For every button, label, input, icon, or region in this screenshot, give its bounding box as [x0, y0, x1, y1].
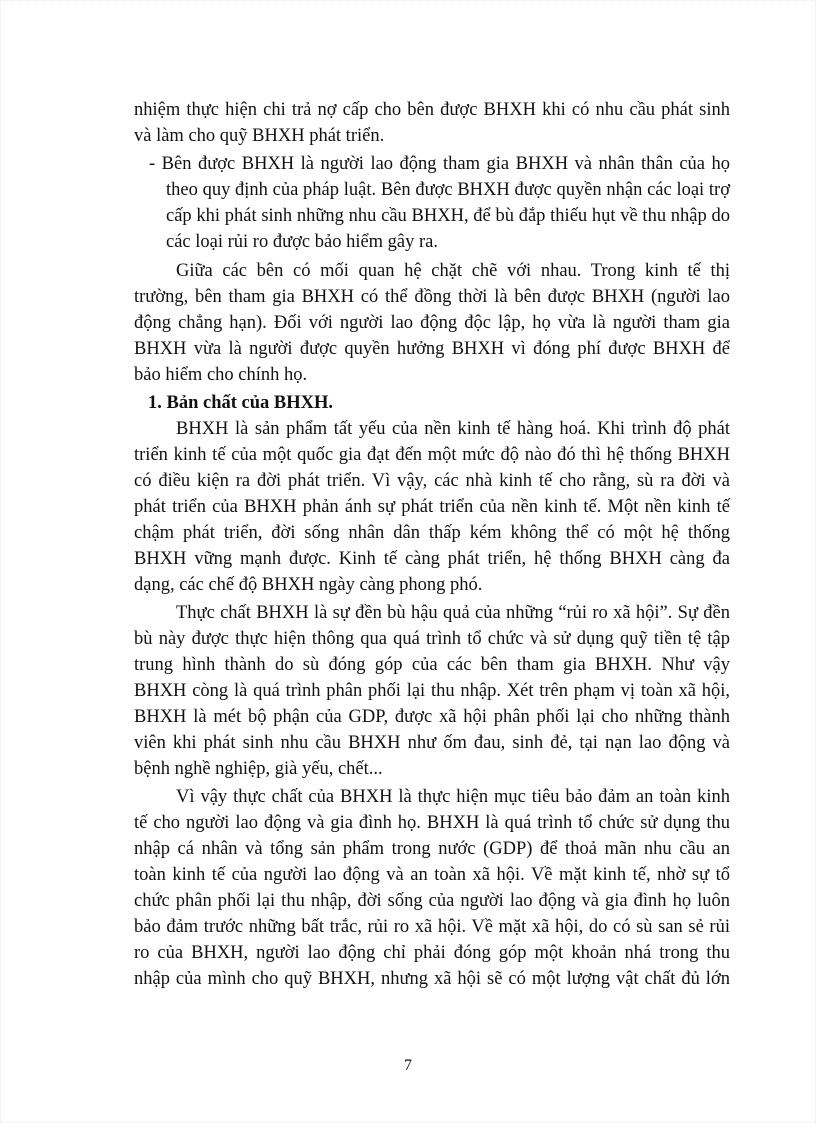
text-line-25: viên khi phát sinh nhu cầu BHXH như ốm đau, sinh đẻ, tại nạn lao động và	[134, 733, 730, 753]
text-line-13: BHXH là sản phẩm tất yếu của nền kinh tế hàng hoá. Khi trình độ phát	[176, 419, 730, 439]
section-heading: 1. Bản chất của BHXH.	[148, 393, 334, 413]
text-line-14: triển kinh tế của một quốc gia đạt đến một mức độ nào đó thì hệ thống BHXH	[134, 445, 730, 465]
text-line-24: BHXH là mét bộ phận của GDP, được xã hội phân phối lại cho những thành	[134, 707, 730, 727]
text-line-9: động chẳng hạn). Đối với người lao động độc lập, họ vừa là người tham gia	[134, 313, 730, 333]
text-line-27: Vì vậy thực chất của BHXH là thực hiện mục tiêu bảo đảm an toàn kinh	[176, 787, 730, 807]
text-line-16: phát triển của BHXH phản ánh sự phát triển của nền kinh tế. Một nền kinh tế	[134, 497, 730, 517]
text-line-17: chậm phát triển, đời sống nhân dân thấp kém không thể có một hệ thống	[134, 523, 730, 543]
text-line-20: Thực chất BHXH là sự đền bù hậu quả của những “rủi ro xã hội”. Sự đền	[176, 603, 730, 623]
text-line-30: toàn kinh tế của người lao động và an toàn xã hội. Về mặt kinh tế, nhờ sự tổ	[134, 865, 730, 885]
text-line-32: bảo đảm trước những bất trắc, rủi ro xã hội. Về mặt xã hội, do có sù san sẻ rủi	[134, 917, 730, 937]
text-line-11: bảo hiểm cho chính họ.	[134, 365, 308, 385]
text-line-10: BHXH vừa là người được quyền hưởng BHXH vì đóng phí được BHXH để	[134, 339, 730, 359]
bullet-line-3: cấp khi phát sinh những nhu cầu BHXH, để bù đắp thiếu hụt về thu nhập do	[166, 206, 730, 226]
text-line-19: dạng, các chế độ BHXH ngày càng phong phó.	[134, 575, 483, 595]
text-line-8: trường, bên tham gia BHXH có thể đồng thời là bên được BHXH (người lao	[134, 287, 730, 307]
bullet-line-4: các loại rủi ro được bảo hiểm gây ra.	[166, 232, 439, 252]
text-line-29: nhập cá nhân và tổng sản phẩm trong nước (GDP) để thoả mãn nhu cầu an	[134, 839, 730, 859]
text-line-22: trung hình thành do sù đóng góp của các bên tham gia BHXH. Như vậy	[134, 655, 730, 675]
text-line-28: tế cho người lao động và gia đình họ. BHXH là quá trình tổ chức sử dụng thu	[134, 813, 730, 833]
text-line-15: có điều kiện ra đời phát triển. Vì vậy, các nhà kinh tế cho rằng, sù ra đời và	[134, 471, 730, 491]
text-line-21: bù này được thực hiện thông qua quá trình tổ chức và sử dụng quỹ tiền tệ tập	[134, 629, 730, 649]
text-line-2: và làm cho quỹ BHXH phát triển.	[134, 126, 385, 146]
bullet-line-2: theo quy định của pháp luật. Bên được BHXH được quyền nhận các loại trợ	[166, 180, 730, 200]
text-line-23: BHXH còng là quá trình phân phối lại thu nhập. Xét trên phạm vị toàn xã hội,	[134, 681, 730, 701]
bullet-line-1: - Bên được BHXH là người lao động tham gia BHXH và nhân thân của họ	[149, 154, 730, 174]
page-number: 7	[404, 1057, 412, 1074]
text-line-1: nhiệm thực hiện chi trả nợ cấp cho bên được BHXH khi có nhu cầu phát sinh	[134, 100, 730, 120]
text-line-33: ro của BHXH, người lao động chỉ phải đóng góp một khoản nhá trong thu	[134, 943, 730, 963]
text-line-31: chức phân phối lại thu nhập, đời sống của người lao động và gia đình họ luôn	[134, 891, 730, 911]
text-line-7: Giữa các bên có mối quan hệ chặt chẽ với nhau. Trong kinh tế thị	[176, 261, 730, 281]
text-line-34: nhập của mình cho quỹ BHXH, nhưng xã hội sẽ có một lượng vật chất đủ lớn	[134, 969, 730, 989]
text-line-18: BHXH vững mạnh được. Kinh tế càng phát triển, hệ thống BHXH càng đa	[134, 549, 730, 569]
text-line-26: bệnh nghề nghiệp, già yếu, chết...	[134, 759, 383, 779]
